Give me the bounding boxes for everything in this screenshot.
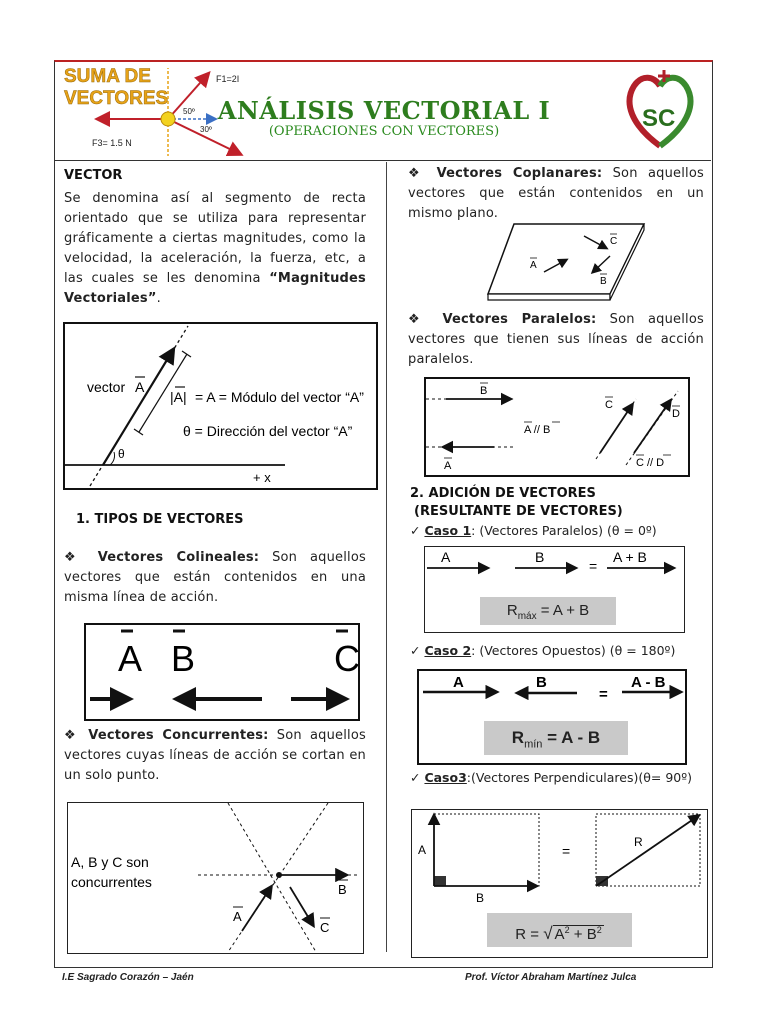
footer-teacher: Prof. Víctor Abraham Martínez Julca bbox=[465, 972, 637, 983]
logo-text: SC bbox=[642, 105, 676, 132]
concurrentes-figure bbox=[68, 803, 362, 952]
copl-label-c: C bbox=[610, 236, 618, 247]
caso2-r-sub: mín bbox=[524, 738, 543, 751]
col-label-a: A bbox=[118, 638, 143, 679]
colineales-text: ❖ Vectores Colineales: Son aquellos vectores que están contenidos en una misma línea de acción. bbox=[64, 550, 366, 605]
conc-label-b: B bbox=[338, 882, 347, 897]
coplanares-figure bbox=[484, 222, 646, 304]
caso3-r: R bbox=[634, 835, 643, 849]
caso3-line: ✓ Caso3:(Vectores Perpendiculares)(θ= 90º) bbox=[410, 770, 693, 785]
conc-caption-2: concurrentes bbox=[71, 874, 152, 890]
copl-label-a: A bbox=[530, 260, 537, 271]
fig-direccion: θ = Dirección del vector “A” bbox=[183, 423, 353, 439]
caso1-a: A bbox=[441, 549, 451, 565]
page-title: ANÁLISIS VECTORIAL I bbox=[217, 96, 551, 125]
caso1-r-sub: máx bbox=[517, 611, 537, 622]
caso2-diff: A - B bbox=[631, 674, 666, 691]
fig-vector-label: vector bbox=[87, 379, 126, 395]
concurrentes-bold: Vectores Concurrentes: bbox=[88, 728, 269, 743]
caso1-label: Caso 1 bbox=[424, 523, 472, 538]
fig-modulo: = A = Módulo del vector “A” bbox=[195, 389, 364, 405]
par-label-c: C bbox=[605, 399, 613, 411]
caso2-eq: = bbox=[599, 686, 608, 703]
caso3-exp-b: 2 bbox=[596, 925, 602, 935]
caso2-a: A bbox=[453, 674, 464, 691]
par-relation-ab: A // B bbox=[524, 424, 551, 436]
caso3-figure bbox=[412, 810, 706, 910]
concurrentes-text: ❖ Vectores Concurrentes: Son aquellos vectores cuyas líneas de acción se cortan en un solo punto. bbox=[64, 728, 366, 783]
fig-a-label: A bbox=[135, 379, 145, 395]
par-relation-cd: C // D bbox=[636, 457, 665, 469]
col-label-c: C bbox=[334, 638, 360, 679]
conc-label-a: A bbox=[233, 909, 242, 924]
vector-def-bold: “Magnitudes Vectoriales” bbox=[64, 271, 366, 306]
caso1-line: ✓ Caso 1: (Vectores Paralelos) (θ = 0º) bbox=[410, 523, 657, 538]
conc-label-c: C bbox=[320, 920, 330, 935]
footer-school: I.E Sagrado Corazón – Jaén bbox=[62, 972, 194, 983]
badge-line-1: SUMA DE bbox=[64, 66, 151, 87]
copl-label-b: B bbox=[600, 276, 607, 287]
caso3-b: B bbox=[476, 891, 485, 905]
adicion-heading: 2. ADICIÓN DE VECTORES bbox=[410, 486, 596, 501]
colineales-bold: Vectores Colineales: bbox=[97, 550, 260, 565]
caso3-exp-a: 2 bbox=[564, 925, 570, 935]
tipos-heading: 1. TIPOS DE VECTORES bbox=[76, 512, 244, 527]
caso2-label: Caso 2 bbox=[424, 643, 472, 658]
par-label-b: B bbox=[480, 385, 488, 397]
colineales-figure bbox=[86, 625, 360, 717]
column-divider bbox=[386, 162, 387, 952]
adicion-subheading: (RESULTANTE DE VECTORES) bbox=[414, 504, 623, 519]
coplanares-bold: Vectores Coplanares: bbox=[436, 166, 603, 181]
fig-abs-a: |A| bbox=[170, 389, 187, 405]
angle-50-label: 50º bbox=[183, 107, 195, 116]
caso1-result: $R_{máx} = A + B$ bbox=[480, 597, 616, 625]
caso1-b: B bbox=[535, 549, 545, 565]
caso3-a: A bbox=[418, 843, 427, 857]
caso3-eq: = bbox=[562, 843, 571, 859]
par-label-d: D bbox=[672, 408, 680, 420]
fig-axis-x: + x bbox=[253, 470, 271, 485]
paralelos-figure bbox=[426, 379, 686, 473]
vector-figure bbox=[65, 324, 374, 486]
col-label-b: B bbox=[171, 638, 196, 679]
school-logo bbox=[620, 64, 700, 156]
caso2-line: ✓ Caso 2: (Vectores Opuestos) (θ = 180º) bbox=[410, 643, 676, 658]
par-label-a: A bbox=[444, 460, 452, 472]
paralelos-bold: Vectores Paralelos: bbox=[442, 312, 597, 327]
force-f1-label: F1=2I bbox=[216, 74, 240, 84]
vector-heading: VECTOR bbox=[64, 168, 123, 183]
caso1-eq: = bbox=[589, 558, 598, 574]
coplanares-text: ❖ Vectores Coplanares: Son aquellos vectores que están contenidos en un mismo plano. bbox=[408, 166, 704, 221]
paralelos-text: ❖ Vectores Paralelos: Son aquellos vectores que tienen sus líneas de acción paralelos. bbox=[408, 312, 704, 367]
angle-30-label: 30º bbox=[200, 125, 212, 134]
badge-line-2: VECTORES bbox=[64, 88, 169, 109]
force-f3-label: F3= 1.5 N bbox=[92, 138, 132, 148]
caso3-label: Caso3 bbox=[424, 770, 467, 785]
caso2-b: B bbox=[536, 674, 547, 691]
conc-caption-1: A, B y C son bbox=[71, 854, 149, 870]
fig-theta: θ bbox=[118, 447, 125, 461]
vector-definition: Se denomina así al segmento de recta orientado que se utiliza para representar gráficamente a ciertas magnitudes, como la velocidad, la aceleración, la fuerza, etc, a las cuales se les denomina “Magnitudes Vectoriales”. bbox=[64, 191, 366, 306]
caso1-sum: A + B bbox=[613, 549, 647, 565]
caso2-result: $R_{mín} = A - B$ bbox=[484, 721, 628, 755]
caso3-formula: R = √ $A^2 + B^2$ bbox=[487, 913, 632, 947]
page-subtitle: (OPERACIONES CON VECTORES) bbox=[268, 124, 500, 139]
